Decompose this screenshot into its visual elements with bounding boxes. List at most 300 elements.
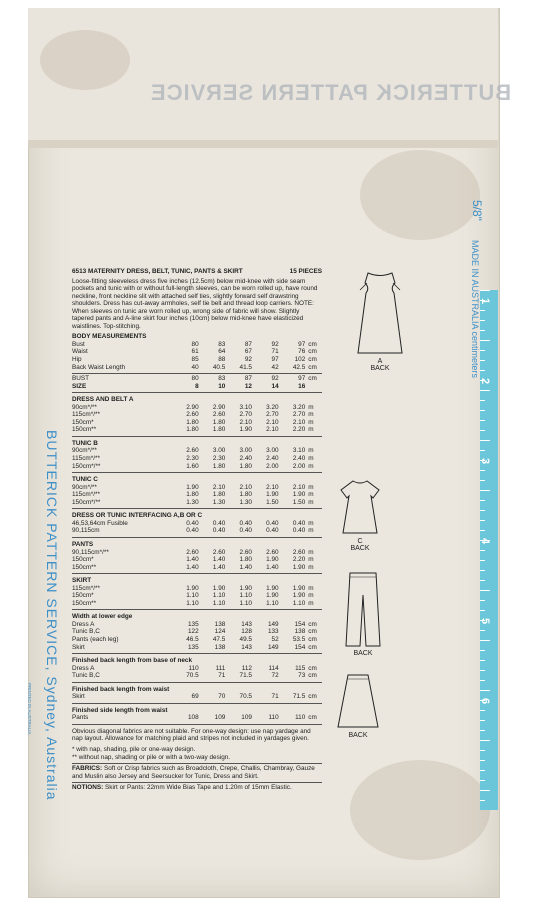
divider xyxy=(72,782,322,783)
row-value: 64 xyxy=(218,348,226,356)
row-unit: cm xyxy=(308,348,317,356)
row-value: 2.40 xyxy=(266,455,279,463)
ruler-tick xyxy=(480,500,485,501)
pattern-description: Loose-fitting sleeveless dress five inches (12.5cm) below mid-knee with side seam pockets and tunic with or without full-length sleeves, can be worn rolled up, have round neckline, front neckline slit with attached self ties, slightly forward self drawstring shoulders. Dress has cut-away armholes, self tie belt and thread loop carriers. NOTE: When sleeves on tunic are worn rolled up, wrong side of fabric will show. Slightly tapered pants and A-line skirt four inches (10cm) below mid-knee have elasticized waistlines. Top-stitching. xyxy=(72,277,318,330)
row-unit: m xyxy=(308,584,314,592)
table-row xyxy=(72,499,322,507)
row-value: 92 xyxy=(271,340,279,348)
notes xyxy=(72,728,322,792)
row-value: 1.40 xyxy=(186,563,199,571)
without-nap-note: ** without nap, shading or pile or with a two-way design. xyxy=(72,753,231,761)
row-value: 2.60 xyxy=(212,548,226,556)
row-value: 111 xyxy=(215,664,226,672)
ruler-head: 5/8" xyxy=(470,200,484,221)
row-value: 1.10 xyxy=(239,599,252,607)
yardage-sections xyxy=(72,396,322,725)
row-value: 2.10 xyxy=(292,418,306,426)
row-value: 138 xyxy=(294,628,306,636)
row-value: 1.80 xyxy=(212,418,226,426)
ruler-tick xyxy=(480,420,485,421)
row-value: 0.40 xyxy=(292,519,306,527)
row-value: 2.10 xyxy=(239,418,252,426)
ruler-tick xyxy=(480,770,485,771)
dress-back-sketch xyxy=(340,268,420,358)
section-table xyxy=(72,585,322,608)
ruler-number: 5 xyxy=(479,617,492,625)
row-value: 16 xyxy=(298,382,306,390)
table-row xyxy=(72,556,322,564)
row-value: 1.10 xyxy=(266,599,279,607)
table-row xyxy=(72,419,322,427)
row-value: 1.50 xyxy=(266,498,279,506)
section-table xyxy=(72,520,322,535)
body-measurements-table xyxy=(72,341,322,371)
row-value: 138 xyxy=(214,643,226,651)
row-value: 0.40 xyxy=(212,519,226,527)
figure-tunic-c-back xyxy=(335,478,385,552)
row-label: 150cm*/** xyxy=(72,498,101,506)
row-unit: m xyxy=(308,519,314,527)
diagonal-note: Obvious diagonal fabrics are not suitable. For one-way design: use nap yardage and nap layout. Allowance for matching plaid and stripes not included in yardages given. xyxy=(72,727,311,743)
figure-letter: C xyxy=(357,538,363,545)
ruler-tick xyxy=(480,510,485,511)
row-value: 2.10 xyxy=(239,483,252,491)
row-value: 0.40 xyxy=(239,527,252,535)
row-unit: m xyxy=(308,599,314,607)
row-value: 87 xyxy=(244,375,252,383)
row-value: 3.00 xyxy=(266,447,279,455)
row-label: Tunic B,C xyxy=(72,628,100,636)
section-heading: Finished side length from waist xyxy=(72,706,168,714)
row-value: 2.00 xyxy=(292,462,306,470)
row-label: Hip xyxy=(72,356,82,364)
row-value: 2.70 xyxy=(266,411,279,419)
row-unit: cm xyxy=(308,620,317,628)
table-row xyxy=(72,527,322,535)
row-value: 2.10 xyxy=(266,418,279,426)
row-value: 3.20 xyxy=(266,403,279,411)
table-row xyxy=(72,644,322,652)
row-value: 67 xyxy=(244,348,252,356)
row-unit: cm xyxy=(308,375,317,383)
row-label: 115cm*/** xyxy=(72,584,100,592)
ruler-tick xyxy=(480,370,485,371)
row-value: 2.60 xyxy=(239,548,252,556)
section-heading: PANTS xyxy=(72,540,94,548)
row-value: 135 xyxy=(187,620,199,628)
row-value: 1.40 xyxy=(239,563,252,571)
ruler-tick xyxy=(480,750,485,751)
row-value: 83 xyxy=(218,375,226,383)
row-value: 1.40 xyxy=(266,563,279,571)
row-value: 1.60 xyxy=(186,462,199,470)
row-unit: m xyxy=(308,483,314,491)
row-value: 40.5 xyxy=(212,363,226,371)
row-value: 80 xyxy=(191,340,199,348)
ruler-tick xyxy=(480,710,485,711)
row-label: 150cm* xyxy=(72,418,94,426)
row-value: 2.60 xyxy=(186,447,199,455)
mirrored-brand-text: BUTTERICK PATTERN SERVICE xyxy=(150,80,512,105)
ruler-tick xyxy=(480,600,485,601)
section-heading: TUNIC B xyxy=(72,439,98,447)
row-value: 70.5 xyxy=(186,672,199,680)
row-value: 80 xyxy=(191,375,199,383)
row-value: 1.90 xyxy=(292,563,306,571)
row-unit: cm xyxy=(308,664,317,672)
ruler-tick xyxy=(480,780,485,781)
size-table xyxy=(72,375,322,390)
tunic-back-sketch xyxy=(335,478,385,538)
row-value: 3.20 xyxy=(292,403,306,411)
table-row xyxy=(72,404,322,412)
row-value: 1.80 xyxy=(212,491,226,499)
row-label: Skirt xyxy=(72,693,85,701)
row-label: 115cm*/** xyxy=(72,411,100,419)
ruler-tick xyxy=(480,560,485,561)
row-value: 52 xyxy=(271,635,279,643)
row-value: 149 xyxy=(267,620,279,628)
row-value: 2.60 xyxy=(186,548,199,556)
table-row xyxy=(72,364,322,372)
row-label: Skirt xyxy=(72,643,85,651)
divider xyxy=(72,436,322,437)
row-value: 76 xyxy=(298,348,306,356)
row-value: 3.10 xyxy=(239,403,252,411)
ruler-label: MADE IN AUSTRALIA centimeters xyxy=(470,240,480,379)
section-heading: Finished back length from waist xyxy=(72,685,170,693)
row-value: 1.10 xyxy=(186,592,199,600)
section-table xyxy=(72,447,322,470)
divider xyxy=(72,703,322,704)
row-label: 150cm*/** xyxy=(72,462,101,470)
table-row xyxy=(72,628,322,636)
fabrics-label: FABRICS: xyxy=(72,765,103,773)
divider xyxy=(72,609,322,610)
row-value: 8 xyxy=(195,382,199,390)
row-label: Dress A xyxy=(72,664,95,672)
table-row xyxy=(72,375,322,383)
row-value: 92 xyxy=(244,356,252,364)
row-value: 71 xyxy=(271,348,279,356)
row-value: 3.00 xyxy=(212,447,226,455)
ruler-tick xyxy=(480,730,485,731)
notions-label: NOTIONS: xyxy=(72,784,104,792)
row-value: 1.10 xyxy=(212,599,226,607)
figure-dress-a-back xyxy=(340,268,420,372)
ruler-tick xyxy=(480,290,490,291)
ruler-tick xyxy=(480,550,485,551)
ruler-tick xyxy=(480,650,485,651)
row-label: SIZE xyxy=(72,382,87,390)
row-value: 42.5 xyxy=(292,363,306,371)
table-row xyxy=(72,341,322,349)
row-value: 138 xyxy=(214,620,226,628)
row-value: 2.00 xyxy=(266,462,279,470)
ruler-tick xyxy=(480,480,485,481)
row-label: 90cm*/** xyxy=(72,447,97,455)
row-value: 92 xyxy=(271,375,279,383)
row-value: 154 xyxy=(294,643,306,651)
ruler-tick xyxy=(480,340,490,341)
row-value: 0.40 xyxy=(186,519,199,527)
row-value: 0.40 xyxy=(292,527,306,535)
figure-skirt-back xyxy=(333,672,383,739)
row-value: 135 xyxy=(187,643,199,651)
row-value: 110 xyxy=(188,664,199,672)
row-unit: cm xyxy=(308,693,317,701)
pants-back-sketch xyxy=(338,570,388,650)
row-value: 0.40 xyxy=(239,519,252,527)
row-unit: m xyxy=(308,592,314,600)
row-value: 2.70 xyxy=(292,411,306,419)
fabrics-note xyxy=(72,765,322,780)
divider xyxy=(72,763,322,764)
centimeter-ruler xyxy=(480,290,498,810)
row-value: 70 xyxy=(218,693,226,701)
row-value: 2.30 xyxy=(212,455,226,463)
printed-in-label: PRINTED IN AUSTRALIA xyxy=(27,683,32,735)
section-table xyxy=(72,693,322,701)
table-row xyxy=(72,693,322,701)
ruler-tick xyxy=(480,790,490,791)
ruler-tick xyxy=(480,490,490,491)
table-row xyxy=(72,600,322,608)
row-unit: cm xyxy=(308,363,317,371)
figure-caption: BACK xyxy=(348,732,368,739)
ruler-number: 6 xyxy=(479,697,492,705)
row-value: 2.10 xyxy=(212,483,226,491)
row-value: 46.5 xyxy=(186,635,199,643)
notions-note xyxy=(72,784,322,792)
table-row xyxy=(72,549,322,557)
pattern-info xyxy=(72,268,322,792)
row-value: 102 xyxy=(294,356,306,364)
with-nap-note: * with nap, shading, pile or one-way design. xyxy=(72,745,196,753)
row-unit: m xyxy=(308,426,314,434)
figure-caption: BACK xyxy=(353,650,373,657)
fabrics-text: Soft or Crisp fabrics such as Broadcloth, Crepe, Challis, Chambray, Gauze and Muslin also Jersey and Seersucker for Tunic, Dress and Skirt. xyxy=(72,765,315,780)
row-label: 115cm*/** xyxy=(72,455,100,463)
table-row xyxy=(72,348,322,356)
ruler-tick xyxy=(480,440,490,441)
row-value: 1.90 xyxy=(266,491,279,499)
row-value: 53.5 xyxy=(292,635,306,643)
row-unit: cm xyxy=(308,340,317,348)
stain xyxy=(360,150,480,240)
row-value: 2.30 xyxy=(186,455,199,463)
row-value: 1.80 xyxy=(239,556,252,564)
divider xyxy=(72,508,322,509)
row-value: 109 xyxy=(214,714,226,722)
row-unit: m xyxy=(308,491,314,499)
ruler-tick xyxy=(480,720,485,721)
ruler-tick xyxy=(480,390,490,391)
row-value: 1.40 xyxy=(186,556,199,564)
row-unit: cm xyxy=(308,628,317,636)
table-row xyxy=(72,383,322,391)
row-value: 88 xyxy=(218,356,226,364)
table-row xyxy=(72,714,322,722)
row-value: 1.50 xyxy=(292,498,306,506)
row-value: 154 xyxy=(294,620,306,628)
pattern-title: MATERNITY DRESS, BELT, TUNIC, PANTS & SKIRT xyxy=(88,268,243,275)
ruler-number: 3 xyxy=(479,457,492,465)
table-row xyxy=(72,621,322,629)
table-row xyxy=(72,672,322,680)
row-value: 0.40 xyxy=(266,519,279,527)
row-value: 110 xyxy=(295,714,306,722)
row-value: 97 xyxy=(298,375,306,383)
row-unit: m xyxy=(308,411,314,419)
row-value: 3.00 xyxy=(239,447,252,455)
ruler-number: 2 xyxy=(479,377,492,385)
table-row xyxy=(72,455,322,463)
row-value: 42 xyxy=(271,363,279,371)
row-value: 1.30 xyxy=(186,498,199,506)
section-table xyxy=(72,549,322,572)
row-value: 114 xyxy=(268,664,279,672)
ruler-tick xyxy=(480,400,485,401)
ruler-tick xyxy=(480,740,490,741)
ruler-tick xyxy=(480,610,485,611)
row-label: 90cm*/** xyxy=(72,483,97,491)
ruler-tick xyxy=(480,690,490,691)
row-value: 71.5 xyxy=(239,672,252,680)
ruler-tick xyxy=(480,800,485,801)
section-heading: SKIRT xyxy=(72,577,92,585)
table-row xyxy=(72,447,322,455)
brand-name: BUTTERICK PATTERN SERVICE, Sydney, Australia xyxy=(44,430,60,801)
section-heading: TUNIC C xyxy=(72,476,98,484)
row-label: 115cm*/** xyxy=(72,491,100,499)
row-value: 1.80 xyxy=(212,462,226,470)
body-measurements-heading: BODY MEASUREMENTS xyxy=(72,333,147,341)
row-value: 143 xyxy=(241,643,252,651)
row-value: 49.5 xyxy=(239,635,252,643)
row-label: Pants (each leg) xyxy=(72,635,119,643)
section-table xyxy=(72,484,322,507)
pattern-header xyxy=(72,268,322,276)
row-value: 72 xyxy=(271,672,279,680)
section-table xyxy=(72,665,322,680)
row-value: 83 xyxy=(218,340,226,348)
row-label: 46,53,64cm Fusible xyxy=(72,519,128,527)
pattern-number: 6513 xyxy=(72,268,87,275)
row-label: 150cm** xyxy=(72,599,97,607)
row-value: 1.80 xyxy=(186,418,199,426)
row-value: 71.5 xyxy=(292,693,306,701)
section-heading: DRESS AND BELT A xyxy=(72,396,134,404)
row-label: BUST xyxy=(72,375,90,383)
row-value: 2.70 xyxy=(239,411,252,419)
row-unit: m xyxy=(308,418,314,426)
row-value: 1.10 xyxy=(186,599,199,607)
row-value: 85 xyxy=(191,356,199,364)
ruler-tick xyxy=(480,670,485,671)
row-label: 150cm* xyxy=(72,592,94,600)
row-label: Pants xyxy=(72,714,89,722)
row-value: 47.5 xyxy=(212,635,226,643)
ruler-tick xyxy=(480,580,485,581)
row-value: 2.90 xyxy=(186,403,199,411)
row-unit: m xyxy=(308,527,314,535)
ruler-tick xyxy=(480,320,485,321)
table-row xyxy=(72,411,322,419)
row-value: 1.90 xyxy=(266,592,279,600)
ruler-tick xyxy=(480,520,485,521)
row-unit: m xyxy=(308,462,314,470)
ruler-tick xyxy=(480,330,485,331)
row-value: 2.60 xyxy=(212,411,226,419)
row-value: 1.30 xyxy=(239,498,252,506)
row-value: 1.10 xyxy=(239,592,252,600)
row-value: 12 xyxy=(244,382,252,390)
divider xyxy=(72,653,322,654)
ruler-tick xyxy=(480,470,485,471)
row-value: 1.90 xyxy=(239,426,252,434)
row-value: 110 xyxy=(268,714,279,722)
row-value: 41.5 xyxy=(239,363,252,371)
row-unit: m xyxy=(308,548,314,556)
table-row xyxy=(72,520,322,528)
row-label: Tunic B,C xyxy=(72,672,100,680)
stain xyxy=(40,30,130,90)
ruler-tick xyxy=(480,590,490,591)
row-unit: cm xyxy=(308,672,317,680)
row-value: 1.90 xyxy=(266,556,279,564)
row-value: 1.30 xyxy=(212,498,226,506)
table-row xyxy=(72,463,322,471)
row-value: 112 xyxy=(241,664,252,672)
row-value: 2.20 xyxy=(292,556,306,564)
row-value: 2.60 xyxy=(266,548,279,556)
row-value: 2.60 xyxy=(186,411,199,419)
row-label: 90cm*/** xyxy=(72,403,97,411)
row-value: 2.10 xyxy=(292,483,306,491)
divider xyxy=(72,392,322,393)
row-label: Bust xyxy=(72,340,85,348)
row-value: 71 xyxy=(271,693,279,701)
row-label: Waist xyxy=(72,348,88,356)
row-value: 2.60 xyxy=(292,548,306,556)
row-value: 70.5 xyxy=(239,693,252,701)
row-unit: cm xyxy=(308,714,317,722)
row-unit: m xyxy=(308,498,314,506)
row-label: 90,115cm*/** xyxy=(72,548,109,556)
row-value: 71 xyxy=(218,672,226,680)
stain xyxy=(350,760,490,860)
ruler-tick xyxy=(480,410,485,411)
table-row xyxy=(72,356,322,364)
table-row xyxy=(72,585,322,593)
row-value: 1.80 xyxy=(239,491,252,499)
row-value: 40 xyxy=(191,363,199,371)
row-value: 1.80 xyxy=(212,426,226,434)
section-table xyxy=(72,714,322,722)
row-value: 97 xyxy=(298,340,306,348)
section-heading: DRESS OR TUNIC INTERFACING A,B OR C xyxy=(72,512,203,520)
row-unit: cm xyxy=(308,643,317,651)
row-value: 143 xyxy=(241,620,252,628)
row-value: 1.80 xyxy=(239,462,252,470)
row-value: 133 xyxy=(267,628,279,636)
row-value: 124 xyxy=(214,628,226,636)
section-table xyxy=(72,404,322,434)
row-value: 1.80 xyxy=(186,426,199,434)
row-value: 2.10 xyxy=(266,426,279,434)
notions-text: Skirt or Pants: 22mm Wide Bias Tape and 1.20m of 15mm Elastic. xyxy=(105,784,292,792)
